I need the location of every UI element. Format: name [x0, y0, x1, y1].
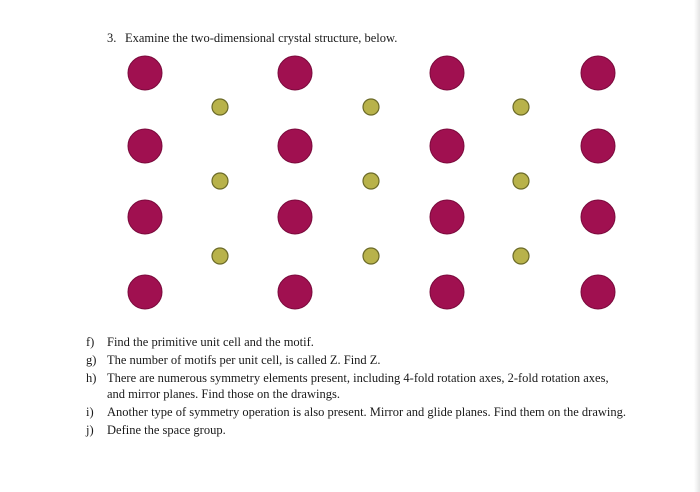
small-atom [363, 99, 379, 115]
part-text: Find the primitive unit cell and the motif. [107, 335, 314, 349]
question-part-g [86, 353, 626, 369]
large-atom [581, 200, 615, 234]
part-text: Another type of symmetry operation is also present. Mirror and glide planes. Find them on the drawing. [107, 404, 626, 419]
large-atom [581, 129, 615, 163]
large-atom [278, 200, 312, 234]
part-marker: i) [86, 404, 94, 419]
small-atom [212, 173, 228, 189]
small-atom [363, 173, 379, 189]
large-atom [128, 200, 162, 234]
small-atom [513, 99, 529, 115]
large-atom [278, 56, 312, 90]
part-text: The number of motifs per unit cell, is called Z. Find Z. [107, 353, 381, 367]
small-atom [363, 248, 379, 264]
large-atom [278, 275, 312, 309]
large-atom [581, 275, 615, 309]
small-atom [212, 99, 228, 115]
large-atom [430, 129, 464, 163]
part-text: There are numerous symmetry elements present, including 4-fold rotation axes, 2-fold rotation axes, and mirror planes. Find those on the drawings. [107, 371, 609, 401]
question-number: 3. [107, 31, 117, 45]
small-atoms-group [212, 99, 529, 264]
part-marker: f) [86, 335, 95, 349]
large-atom [581, 56, 615, 90]
question-part-f [86, 335, 626, 351]
large-atom [128, 275, 162, 309]
large-atom [430, 275, 464, 309]
large-atom [278, 129, 312, 163]
page-edge-shadow [694, 0, 700, 492]
small-atom [513, 248, 529, 264]
part-text: Define the space group. [107, 422, 226, 437]
small-atom [212, 248, 228, 264]
large-atom [430, 56, 464, 90]
question-parts-list [86, 335, 626, 441]
large-atom [430, 200, 464, 234]
question-part-i [86, 405, 626, 421]
large-atom [128, 129, 162, 163]
part-marker: j) [86, 422, 94, 437]
question-part-j [86, 423, 626, 439]
part-marker: h) [86, 371, 97, 385]
small-atom [513, 173, 529, 189]
question-part-h [86, 371, 626, 402]
question-prompt: Examine the two-dimensional crystal structure, below. [125, 31, 398, 45]
large-atom [128, 56, 162, 90]
part-marker: g) [86, 353, 97, 367]
